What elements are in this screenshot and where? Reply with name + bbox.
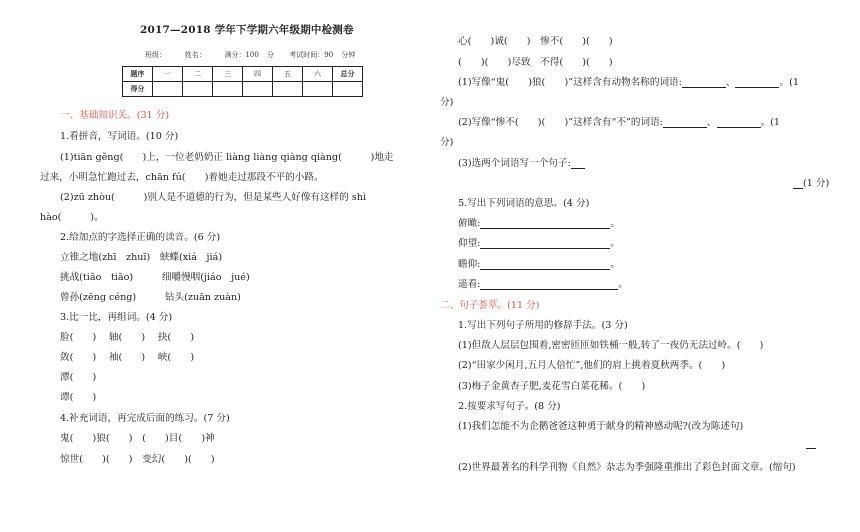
section-heading: 一、基础知识关。(31 分) [60, 110, 170, 121]
answer-blank[interactable] [806, 438, 816, 449]
question-line: (1)tiān gěng( )上，一位老奶奶正 liàng liàng qiàng qiàng( )地走 [60, 152, 394, 163]
score-cell: 总分 [333, 67, 363, 82]
answer-blank[interactable] [480, 279, 618, 290]
score-cell [333, 82, 363, 97]
question-text: (2)写像“惨不( )( )”这样含有“不”的词语: [458, 117, 663, 128]
question-line: (3)梅子金黄杏子肥,麦花雪白菜花稀。( ) [458, 381, 646, 392]
question: 1.写出下列句子所用的修辞手法。(3 分) [458, 320, 628, 331]
word-definition [458, 215, 620, 229]
question-line: ( )( )尽致 不得( )( ) [458, 57, 613, 68]
score-cell [213, 82, 243, 97]
answer-blank[interactable] [480, 238, 610, 249]
exam-info: 班级： 姓名： 满分：100 分 考试时间：90 分钟 [145, 51, 356, 59]
answer-blank[interactable] [663, 117, 707, 128]
question-line: 过来，小明急忙跑过去，chān fú( )着她走过那段不平的小路。 [40, 172, 324, 183]
question-text: (3)选两个词语写一个句子: [458, 158, 571, 169]
question-text: (1)写像“鬼( )狼( )”这样含有动物名称的词语: [458, 77, 682, 88]
question-line [806, 438, 816, 449]
question-line: 脸( ) 轴( ) 抉( ) [60, 332, 195, 343]
question-line: 分) [440, 137, 454, 148]
separator: 、 [706, 117, 717, 128]
word-label: 俯瞰: [458, 218, 481, 229]
question-line: (2)“田家少闲月,五月人倍忙”,他们的肩上挑着夏秋两季。( ) [458, 360, 726, 371]
question-line [458, 74, 799, 88]
question-line: 谭( ) [60, 392, 97, 403]
score-cell [273, 82, 303, 97]
word-definition [458, 256, 620, 270]
period: 。 [610, 259, 621, 270]
question: 5.写出下列词语的意思。(4 分) [458, 198, 590, 209]
question-line: (1)但敌人层层包围着,密密匝匝如铁桶一般,转了一夜仍无法过岭。( ) [458, 340, 764, 351]
score-table-header-row [123, 67, 363, 82]
points: 。(1 [760, 117, 780, 128]
question-line [458, 114, 780, 128]
score-cell: 六 [303, 67, 333, 82]
points: 。(1 [779, 77, 799, 88]
question-line: 心( )诚( ) 惨不( )( ) [458, 36, 613, 47]
answer-blank[interactable] [571, 158, 585, 169]
word-label: 仰望: [458, 238, 481, 249]
points: (1 分) [803, 178, 830, 189]
word-definition [458, 235, 620, 249]
question-line: 鬼( )狼( ) ( )目( )神 [60, 433, 215, 444]
question: 3.比一比，再组词。(4 分) [60, 312, 173, 323]
word-label: 遥看: [458, 279, 481, 290]
score-cell: 三 [213, 67, 243, 82]
score-cell: 五 [273, 67, 303, 82]
question-line: (1)我们怎能不为企鹅爸爸这种勇于献身的精神感动呢?(改为陈述句) [458, 421, 744, 432]
answer-blank[interactable] [480, 259, 610, 270]
question-line: hào( )。 [40, 212, 104, 223]
question-line: (2)zū zhòu( )别人是不道德的行为，但是某些人好像有这样的 shì [60, 192, 367, 203]
score-table [122, 66, 363, 97]
period: 。 [610, 218, 621, 229]
question-line: 分) [440, 97, 454, 108]
question-line: 曾孙(zēng céng) 钻头(zuān zuàn) [60, 292, 241, 303]
question-line: 惊世( )( ) 变幻( )( ) [60, 454, 215, 465]
question-line: 敛( ) 袖( ) 峡( ) [60, 352, 195, 363]
answer-blank[interactable] [717, 117, 761, 128]
answer-blank[interactable] [682, 77, 726, 88]
score-cell [303, 82, 333, 97]
score-cell: 题序 [123, 67, 153, 82]
score-table-score-row [123, 82, 363, 97]
score-cell: 二 [183, 67, 213, 82]
question-line [793, 175, 829, 189]
question: 2.给加点的字选择正确的读音。(6 分) [60, 232, 221, 243]
answer-blank[interactable] [480, 218, 610, 229]
answer-blank[interactable] [735, 77, 779, 88]
answer-blank[interactable] [793, 178, 803, 189]
question-line: 潭( ) [60, 372, 97, 383]
question: 1.看拼音，写词语。(10 分) [60, 131, 179, 142]
question: 4.补充词语，再完成后面的练习。(7 分) [60, 413, 230, 424]
page-title: 2017—2018 学年下学期六年级期中检测卷 [140, 24, 354, 36]
score-cell: 一 [153, 67, 183, 82]
question-line: 挑战(tiǎo tiāo) 细嚼慢咽(jiáo jué) [60, 272, 250, 283]
score-cell [243, 82, 273, 97]
score-cell: 得分 [123, 82, 153, 97]
word-label: 瞻仰: [458, 259, 481, 270]
question-line [458, 155, 585, 169]
period: 。 [618, 279, 629, 290]
question-line: 立锥之地(zhī zhuī) 蛱蝶(xiá jiá) [60, 252, 223, 263]
period: 。 [610, 238, 621, 249]
score-cell [153, 82, 183, 97]
separator: 、 [725, 77, 736, 88]
section-heading: 二、句子荟萃。(11 分) [440, 300, 540, 311]
question-line: (2)世界最著名的科学刊物《自然》杂志为季强隆重推出了彩色封面文章。(缩句) [458, 462, 796, 473]
word-definition [458, 276, 628, 290]
score-cell [183, 82, 213, 97]
score-cell: 四 [243, 67, 273, 82]
question: 2.按要求写句子。(8 分) [458, 401, 561, 412]
